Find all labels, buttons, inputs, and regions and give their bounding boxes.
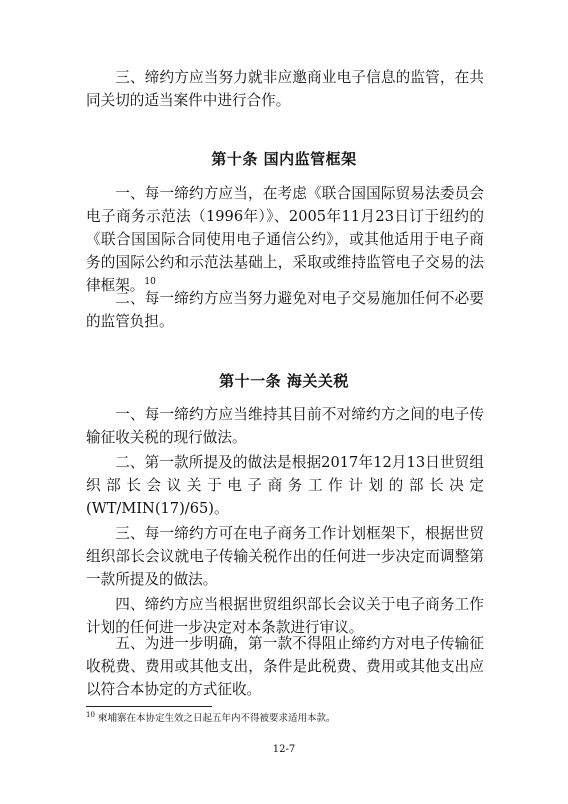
- page-number: 12-7: [272, 744, 296, 755]
- article-10-paragraph-1-text: 一、每一缔约方应当，在考虑《联合国国际贸易法委员会电子商务示范法（1996年）》、2005年11月23日订于纽约的《联合国国际合同使用电子通信公约》，或其他适用于电子商务的国际公约和示范法基础上，采取或维持监管电子交易的法律框架。: [86, 185, 484, 294]
- footnote-reference[interactable]: 10: [144, 277, 156, 288]
- paragraph-cooperation: 三、缔约方应当努力就非应邀商业电子信息的监管，在共同关切的适当案件中进行合作。: [86, 69, 484, 109]
- article-10-paragraph-2: 二、每一缔约方应当努力避免对电子交易施加任何不必要的监管负担。: [86, 290, 484, 330]
- article-11-paragraph-3: 三、每一缔约方可在电子商务工作计划框架下，根据世贸组织部长会议就电子传输关税作出的任何进一步决定而调整第一款所提及的做法。: [86, 525, 484, 588]
- article-11-paragraph-5: 五、为进一步明确，第一款不得阻止缔约方对电子传输征收税费、费用或其他支出，条件是此税费、费用或其他支出应以符合本协定的方式征收。: [86, 635, 484, 698]
- footnote-text: 柬埔寨在本协定生效之日起五年内不得被要求适用本款。: [97, 713, 336, 724]
- article-11-heading: 第十一条 海关关税: [219, 372, 349, 390]
- footnote: [86, 712, 484, 726]
- article-11-paragraph-2: 二、第一款所提及的做法是根据2017年12月13日世贸组织部长会议关于电子商务工作计划的部长决定(WT/MIN(17)/65)。: [86, 454, 484, 517]
- article-11-paragraph-1: 一、每一缔约方应当维持其目前不对缔约方之间的电子传输征收关税的现行做法。: [86, 406, 484, 446]
- article-11-paragraph-4: 四、缔约方应当根据世贸组织部长会议关于电子商务工作计划的任何进一步决定对本条款进行审议。: [86, 596, 484, 636]
- footnote-number: 10: [86, 710, 95, 719]
- footnote-separator: [86, 706, 212, 707]
- article-10-heading: 第十条 国内监管框架: [211, 150, 357, 168]
- article-10-paragraph-1: [86, 182, 484, 297]
